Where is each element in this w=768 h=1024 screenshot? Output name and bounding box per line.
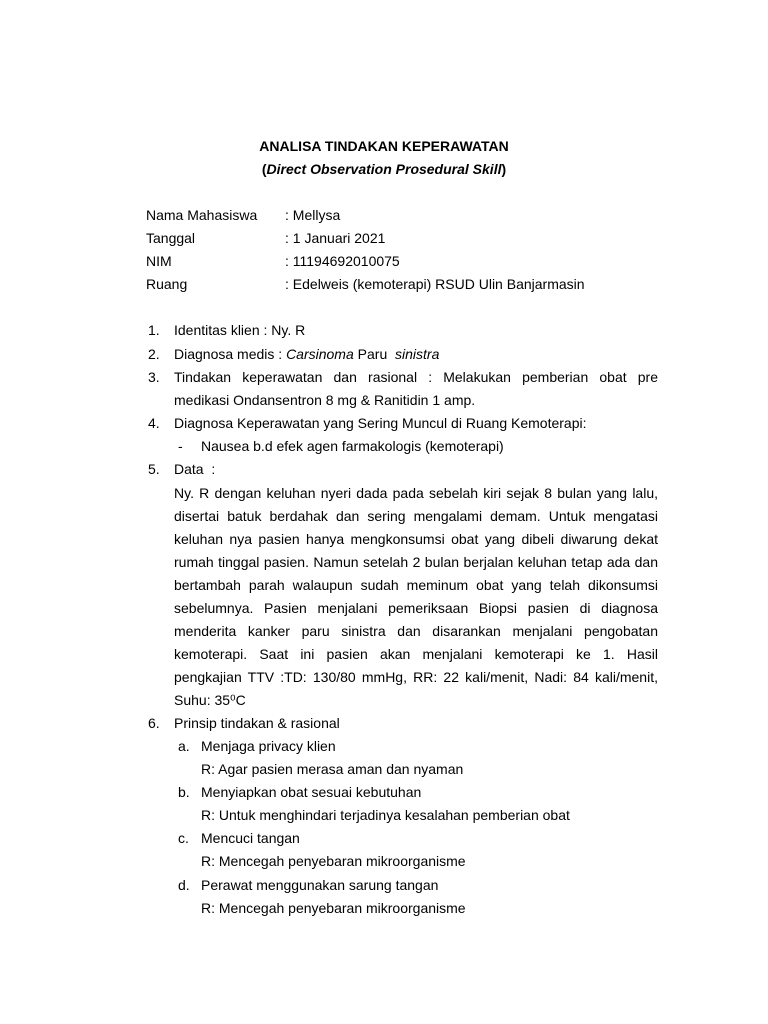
data-line: pengkajian TTV :TD: 130/80 mmHg, RR: 22 kali/menit, Nadi: 84 kali/menit, — [174, 669, 658, 685]
list-number-1: 1. — [148, 322, 160, 338]
info-value-tanggal: : 1 Januari 2021 — [285, 230, 386, 246]
identitas-klien: Identitas klien : Ny. R — [174, 322, 306, 338]
list-number-3: 3. — [148, 369, 160, 385]
list-number-6: 6. — [148, 715, 160, 731]
info-value-nim: : 11194692010075 — [285, 253, 400, 269]
document-subtitle: (Direct Observation Prosedural Skill) — [261, 161, 507, 177]
info-value-nama: : Mellysa — [285, 207, 341, 223]
data-heading: Data : — [174, 461, 216, 477]
principle-letter: a. — [178, 738, 190, 754]
info-label-tanggal: Tanggal — [146, 230, 196, 246]
principle-text: Perawat menggunakan sarung tangan — [201, 877, 439, 893]
principle-reason: R: Agar pasien merasa aman dan nyaman — [201, 761, 464, 777]
info-label-nama: Nama Mahasiswa — [146, 207, 258, 223]
info-label-nim: NIM — [146, 253, 172, 269]
principle-reason: R: Untuk menghindari terjadinya kesalahan pemberian obat — [201, 807, 570, 823]
tindakan-line-1: Tindakan keperawatan dan rasional : Melakukan pemberian obat pre — [174, 369, 658, 385]
info-label-ruang: Ruang — [146, 276, 188, 292]
data-line: rumah tinggal pasien. Namun setelah 2 bulan berjalan keluhan tetap ada dan — [174, 554, 658, 570]
principle-reason: R: Mencegah penyebaran mikroorganisme — [201, 853, 466, 869]
data-line: Suhu: 35⁰C — [174, 692, 246, 708]
data-line: bertambah parah walaupun sudah meminum obat yang telah dikonsumsi — [174, 577, 658, 593]
data-line: keluhan nya pasien hanya mengkonsumsi obat yang dibeli diwarung dekat — [174, 531, 658, 547]
dash-bullet: - — [178, 438, 183, 454]
data-line: menderita kanker paru sinistra dan disarankan menjalani pengobatan — [174, 623, 658, 639]
principle-text: Menyiapkan obat sesuai kebutuhan — [201, 784, 422, 800]
list-number-5: 5. — [148, 461, 160, 477]
tindakan-line-2: medikasi Ondansentron 8 mg & Ranitidin 1 amp. — [174, 392, 476, 408]
principle-letter: b. — [178, 784, 190, 800]
diagnosa-keperawatan: Diagnosa Keperawatan yang Sering Muncul di Ruang Kemoterapi: — [174, 415, 587, 431]
data-line: disertai batuk berdahak dan sering mengalami demam. Untuk mengatasi — [174, 508, 658, 524]
info-value-ruang: : Edelweis (kemoterapi) RSUD Ulin Banjarmasin — [285, 276, 585, 292]
principle-reason: R: Mencegah penyebaran mikroorganisme — [201, 900, 466, 916]
data-line: Ny. R dengan keluhan nyeri dada pada sebelah kiri sejak 8 bulan yang lalu, — [174, 485, 658, 501]
diagnosa-nausea: Nausea b.d efek agen farmakologis (kemoterapi) — [201, 438, 504, 454]
principle-text: Menjaga privacy klien — [201, 738, 336, 754]
list-number-2: 2. — [148, 346, 160, 362]
principle-letter: c. — [178, 830, 189, 846]
diagnosa-medis: Diagnosa medis : Carsinoma Paru sinistra — [174, 346, 440, 362]
prinsip-heading: Prinsip tindakan & rasional — [174, 715, 340, 731]
principle-letter: d. — [178, 877, 190, 893]
document-title: ANALISA TINDAKAN KEPERAWATAN — [259, 138, 509, 154]
list-number-4: 4. — [148, 415, 160, 431]
data-line: kemoterapi. Saat ini pasien akan menjalani kemoterapi ke 1. Hasil — [174, 646, 658, 662]
data-line: sebelumnya. Pasien menjalani pemeriksaan Biopsi pasien di diagnosa — [174, 600, 658, 616]
principle-text: Mencuci tangan — [201, 830, 300, 846]
